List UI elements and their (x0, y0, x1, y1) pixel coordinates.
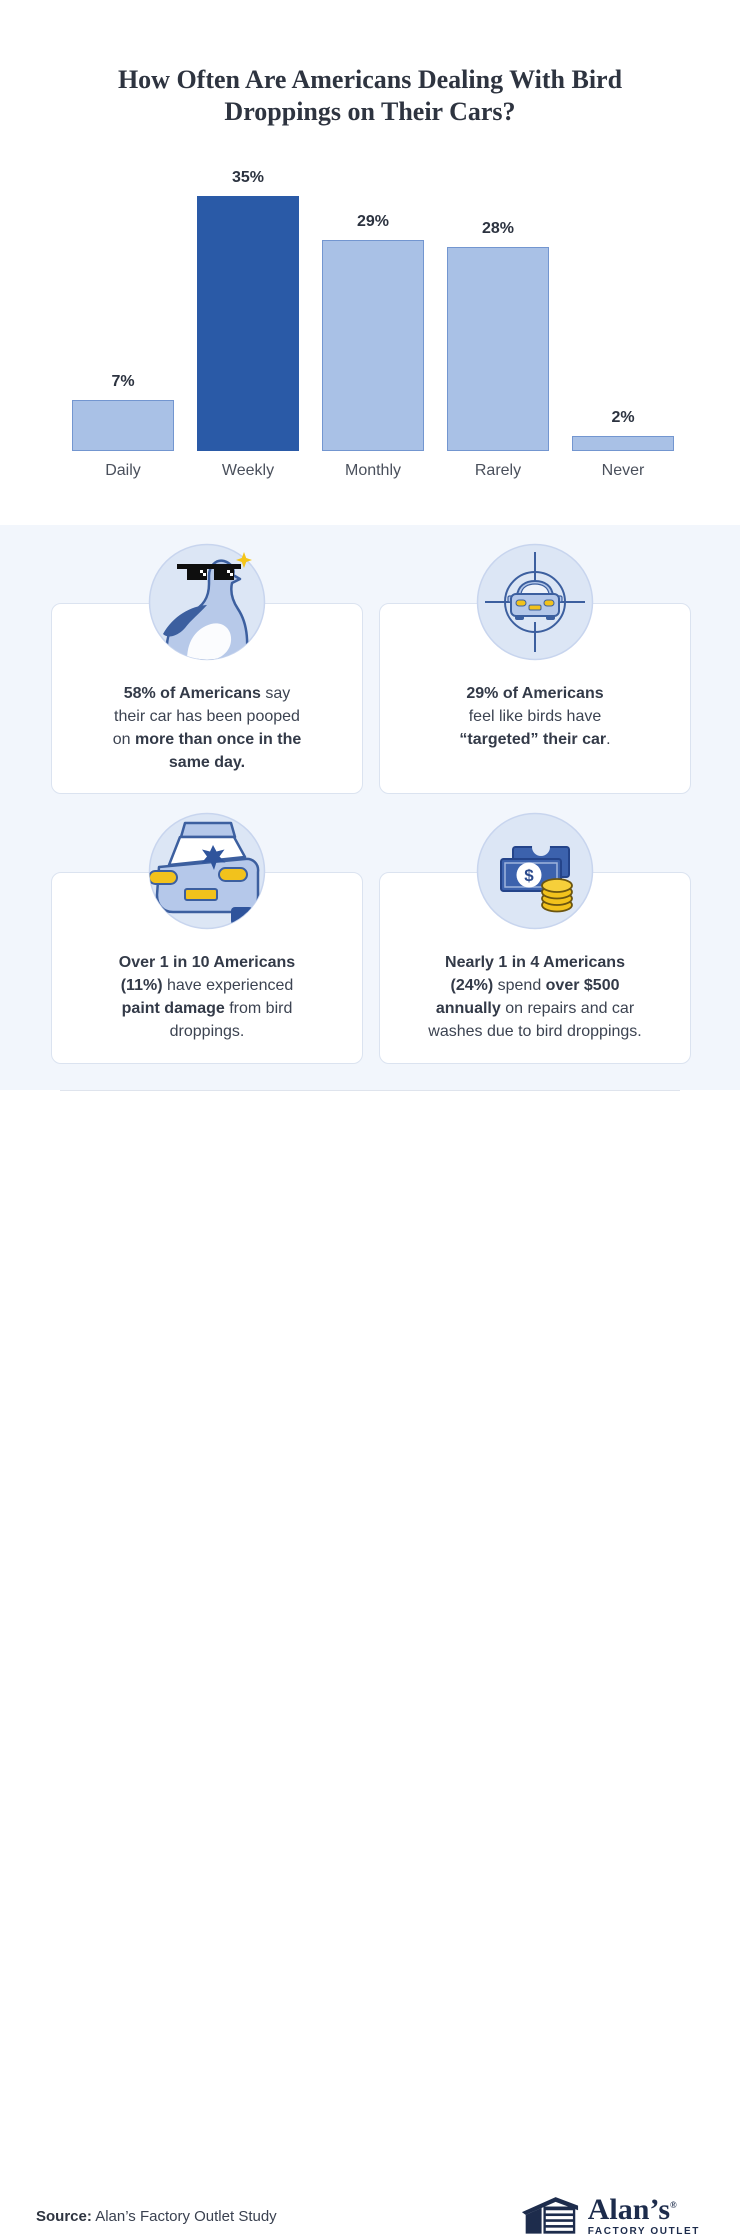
car-target-icon (475, 542, 595, 662)
bar-column (572, 409, 674, 451)
stat-card-text: 58% of Americans say their car has been pooped on more than once in the same day. (112, 685, 302, 771)
category-label: Never (601, 462, 645, 479)
source-note (36, 2208, 277, 2225)
category-label: Monthly (344, 462, 402, 479)
alans-factory-outlet-logo (521, 2191, 700, 2237)
category-label: Weekly (221, 462, 275, 479)
bar (72, 400, 174, 451)
stat-card-text: Nearly 1 in 4 Americans (24%) spend over $500 annually on repairs and car washes due to bird droppings. (428, 954, 642, 1040)
bar-column (322, 213, 424, 451)
bar-value-label: 28% (481, 220, 515, 237)
garage-logo-icon (521, 2194, 579, 2234)
money-icon (475, 811, 595, 931)
stat-card-same-day (51, 603, 363, 794)
registered-mark-icon: ® (670, 2200, 677, 2210)
source-label: Source: (36, 2208, 92, 2225)
bar (197, 196, 299, 451)
stat-card-text: Over 1 in 10 Americans (11%) have experienced paint damage from bird droppings. (118, 954, 296, 1040)
bar-value-label: 7% (111, 373, 135, 390)
bar-column (197, 169, 299, 451)
bar-column (72, 373, 174, 451)
bar-value-label: 35% (231, 169, 265, 186)
bar (447, 247, 549, 451)
logo-text-block (588, 2191, 700, 2237)
category-label: Rarely (474, 462, 522, 479)
source-text: Alan’s Factory Outlet Study (91, 2208, 277, 2225)
logo-subtext: FACTORY OUTLET (587, 2226, 700, 2237)
car-paint-damage-icon (147, 811, 267, 931)
bar (572, 436, 674, 451)
category-labels (72, 462, 674, 480)
footer (0, 1091, 740, 2237)
bar-value-label: 29% (356, 213, 390, 230)
stat-card-paint-damage (51, 872, 363, 1064)
svg-text:$: $ (524, 866, 534, 885)
stat-card-targeted (379, 603, 691, 794)
bar-column (447, 220, 549, 451)
page-title: How Often Are Americans Dealing With Bird Droppings on Their Cars? (117, 65, 623, 126)
pigeon-sunglasses-icon (147, 542, 267, 662)
category-label: Daily (105, 462, 141, 479)
stat-card-spending (379, 866, 691, 1064)
bar-chart (72, 155, 674, 451)
bar (322, 240, 424, 451)
logo-name: Alan’s® (587, 2193, 677, 2226)
stat-card-text: 29% of Americans feel like birds have “targeted” their car. (459, 685, 611, 748)
bar-value-label: 2% (611, 409, 635, 426)
